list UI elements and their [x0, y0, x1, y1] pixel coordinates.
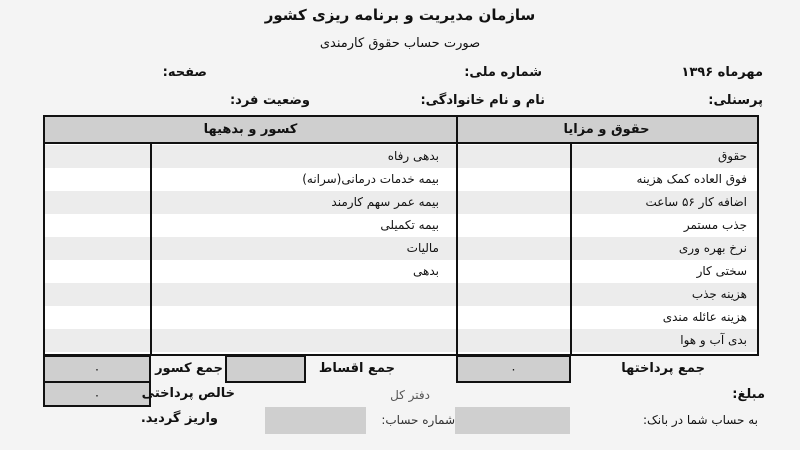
- bank-name-field: [455, 407, 570, 434]
- document-subtitle: صورت حساب حقوق کارمندی: [319, 36, 481, 51]
- ledger-label: دفتر کل: [390, 388, 430, 402]
- earning-label: جذب مستمر: [683, 218, 747, 232]
- payments-total-value: ٠: [456, 355, 571, 383]
- earning-label: حقوق: [718, 149, 747, 163]
- deposited-text: واریز گردید.: [140, 411, 218, 426]
- deduction-label: بیمه عمر سهم کارمند: [331, 195, 439, 209]
- account-number-field: [265, 407, 366, 434]
- amount-label: مبلغ:: [732, 387, 765, 402]
- net-pay-label: خالص پرداختی: [141, 386, 235, 401]
- net-pay-value: ٠: [43, 381, 151, 407]
- deduction-label: بیمه خدمات درمانی(سرانه): [302, 172, 439, 186]
- deduction-label: بدهی رفاه: [387, 149, 439, 163]
- installments-total-value: [225, 355, 306, 383]
- earning-label: نرخ بهره وری: [678, 241, 747, 255]
- deductions-header: کسور و بدهیها: [45, 117, 456, 144]
- installments-total-label: جمع اقساط: [318, 361, 395, 376]
- payments-total-label: جمع پرداختها: [621, 361, 705, 376]
- earnings-header: حقوق و مزایا: [456, 117, 757, 144]
- account-number-label: شماره حساب:: [381, 413, 455, 427]
- earning-label: سختی کار: [696, 264, 747, 278]
- earning-label: اضافه کار ۵۶ ساعت: [645, 195, 747, 209]
- status-label: وضعیت فرد:: [229, 93, 310, 108]
- deductions-total-label: جمع کسور: [155, 361, 223, 376]
- period: مهرماه ۱۳۹۶: [681, 65, 763, 80]
- deduction-label: مالیات: [406, 241, 439, 255]
- earning-label: بدی آب و هوا: [680, 333, 747, 347]
- earning-label: هزینه جذب: [691, 287, 747, 301]
- org-title: سازمان مدیریت و برنامه ریزی کشور: [264, 6, 536, 24]
- payslip-table: [43, 115, 759, 356]
- deductions-total-value: ٠: [43, 355, 151, 383]
- page-label: صفحه:: [162, 65, 207, 80]
- national-id-label: شماره ملی:: [464, 65, 542, 80]
- bank-label: به حساب شما در بانک:: [642, 413, 758, 427]
- deduction-label: بیمه تکمیلی: [380, 218, 439, 232]
- earning-label: فوق العاده کمک هزینه: [636, 172, 747, 186]
- personnel-label: پرسنلی:: [708, 93, 763, 108]
- earning-label: هزینه عائله مندی: [662, 310, 747, 324]
- deduction-label: بدهی: [413, 264, 439, 278]
- name-label: نام و نام خانوادگی:: [420, 93, 545, 108]
